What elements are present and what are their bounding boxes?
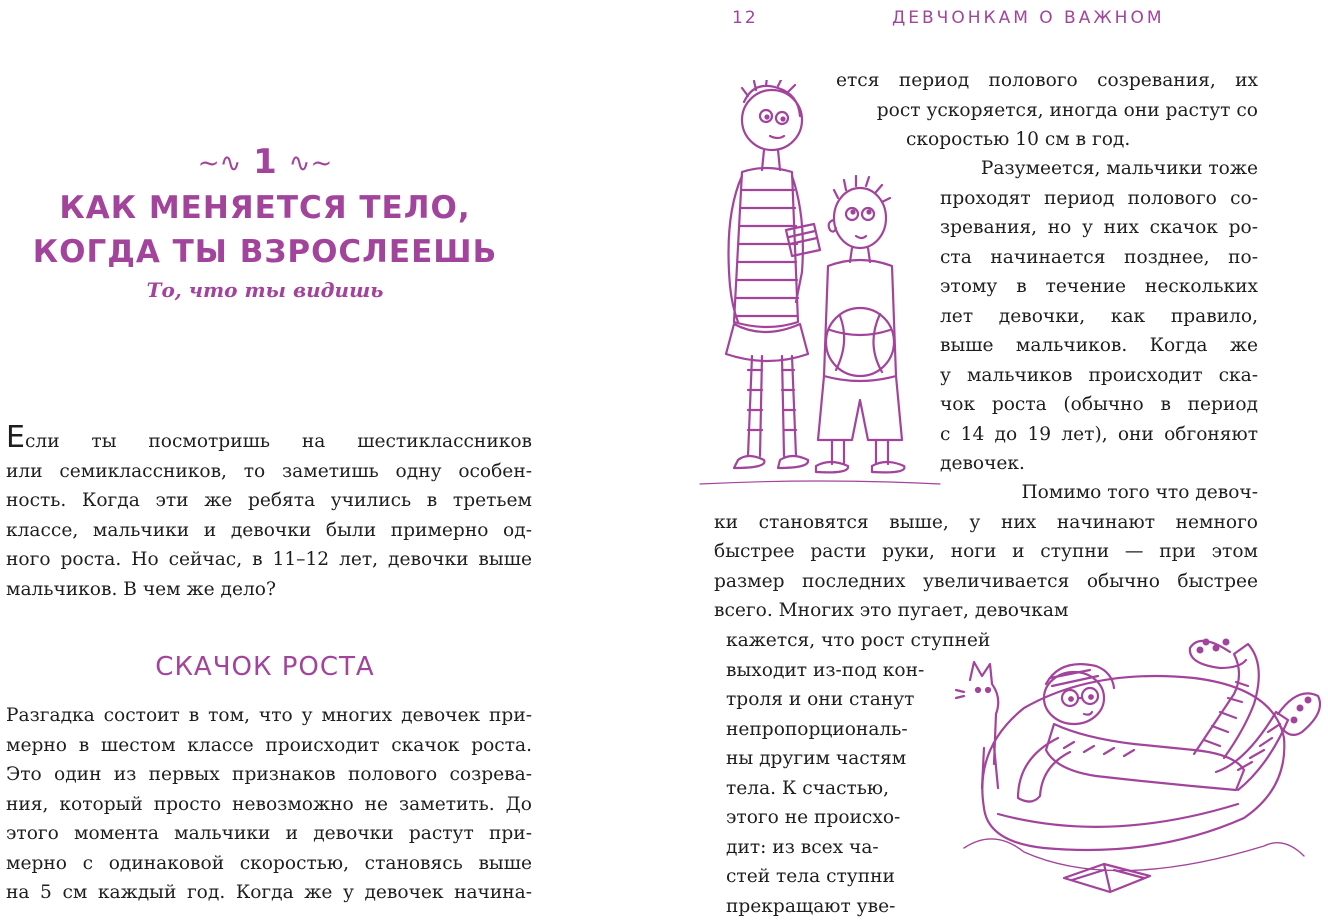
text-line: тела. К счастью, [726, 777, 890, 799]
text-line: ста начинается позднее, по- [940, 246, 1258, 268]
text-line: выше мальчиков. Когда же [940, 335, 1258, 356]
girl-on-cushion-illustration [954, 628, 1326, 900]
text-line: скоростью 10 см в год. [906, 129, 1131, 150]
text-line: стей тела ступни [726, 866, 895, 887]
text-line: размер последних увеличивается обычно быстрее [714, 570, 1258, 592]
swirl-ornament-icon: ∿~ [288, 148, 333, 179]
text-line: зревания, но у них скачок ро- [940, 217, 1258, 238]
text-line: классе, мальчики и девочки были примерно од- [6, 519, 532, 541]
chapter-title-line: КАК МЕНЯЕТСЯ ТЕЛО, [59, 190, 471, 226]
text-line: Это один из первых признаков полового созрева- [6, 764, 532, 785]
text-line: этого момента мальчики и девочки растут при- [6, 823, 532, 844]
text-line: всего. Многих это пугает, девочкам [714, 600, 1069, 621]
chapter-subtitle: То, что ты видишь [146, 278, 384, 302]
boys-paragraph [940, 154, 1258, 479]
text-line: чок роста (обычно в период [940, 394, 1258, 415]
section-heading: СКАЧОК РОСТА [155, 652, 375, 682]
text-line: у мальчиков происходит ска- [940, 364, 1258, 386]
text-line: с 14 до 19 лет), они обгоняют [940, 423, 1258, 445]
text-line: выходит из-под кон- [726, 659, 925, 681]
text-line: рост ускоряется, иногда они растут со [876, 99, 1258, 121]
text-line: Разгадка состоит в том, что у многих девочек при- [6, 705, 532, 726]
text-line: мальчиков. В чем же дело? [6, 578, 276, 600]
text-line: или семиклассников, то заметишь одну особен- [6, 460, 532, 482]
feet-paragraph [726, 626, 991, 921]
text-line: этого не происхо- [726, 807, 901, 828]
text-line: ного роста. Но сейчас, в 11–12 лет, девочки выше [6, 549, 532, 570]
text-line: непропорциональ- [726, 718, 908, 740]
text-line: дит: из всех ча- [726, 836, 879, 858]
text-line: мерно в шестом классе происходит скачок роста. [6, 734, 532, 756]
text-line: ность. Когда эти же ребята учились в третьем [6, 490, 532, 511]
drop-cap: Е [6, 420, 25, 455]
intro-paragraph [6, 420, 532, 604]
text-line: Помимо того что девоч- [1021, 482, 1258, 503]
text-line: ны другим частям [726, 748, 907, 769]
text-line: прекращают уве- [726, 895, 896, 917]
chapter-number-heading [0, 142, 530, 182]
text-line: девочек. [940, 453, 1025, 474]
text-line: ки становятся выше, у них начинают немного [714, 511, 1258, 533]
swirl-ornament-icon: ~∿ [197, 148, 242, 179]
text-line: быстрее расти руки, ноги и ступни — при этом [714, 541, 1258, 562]
running-title: ДЕВЧОНКАМ О ВАЖНОМ [892, 8, 1165, 28]
besides-paragraph [714, 478, 1258, 626]
text-line: на 5 см каждый год. Когда же у девочек начина- [6, 882, 532, 903]
text-line: ния, который просто невозможно не заметить. До [6, 793, 532, 815]
continuation-paragraph [836, 66, 1258, 155]
page-number: 12 [732, 8, 758, 28]
text-line: мерно с одинаковой скоростью, становясь выше [6, 852, 532, 874]
text-line: этому в течение нескольких [940, 276, 1258, 297]
text-line: кажется, что рост ступней [726, 630, 991, 651]
chapter-title [0, 186, 530, 274]
section-paragraph [6, 701, 532, 908]
text-line: ется период полового созревания, их [836, 70, 1258, 91]
text-line: проходят период полового со- [940, 187, 1258, 209]
chapter-title-line: КОГДА ТЫ ВЗРОСЛЕЕШЬ [32, 234, 498, 270]
chapter-number: 1 [253, 142, 277, 182]
text-line: Если ты посмотришь на шестиклассников [6, 420, 532, 455]
text-line: Разумеется, мальчики тоже [980, 158, 1258, 179]
text-line: лет девочки, как правило, [940, 305, 1258, 327]
right-page [664, 0, 1328, 922]
text-line: троля и они станут [726, 689, 915, 710]
